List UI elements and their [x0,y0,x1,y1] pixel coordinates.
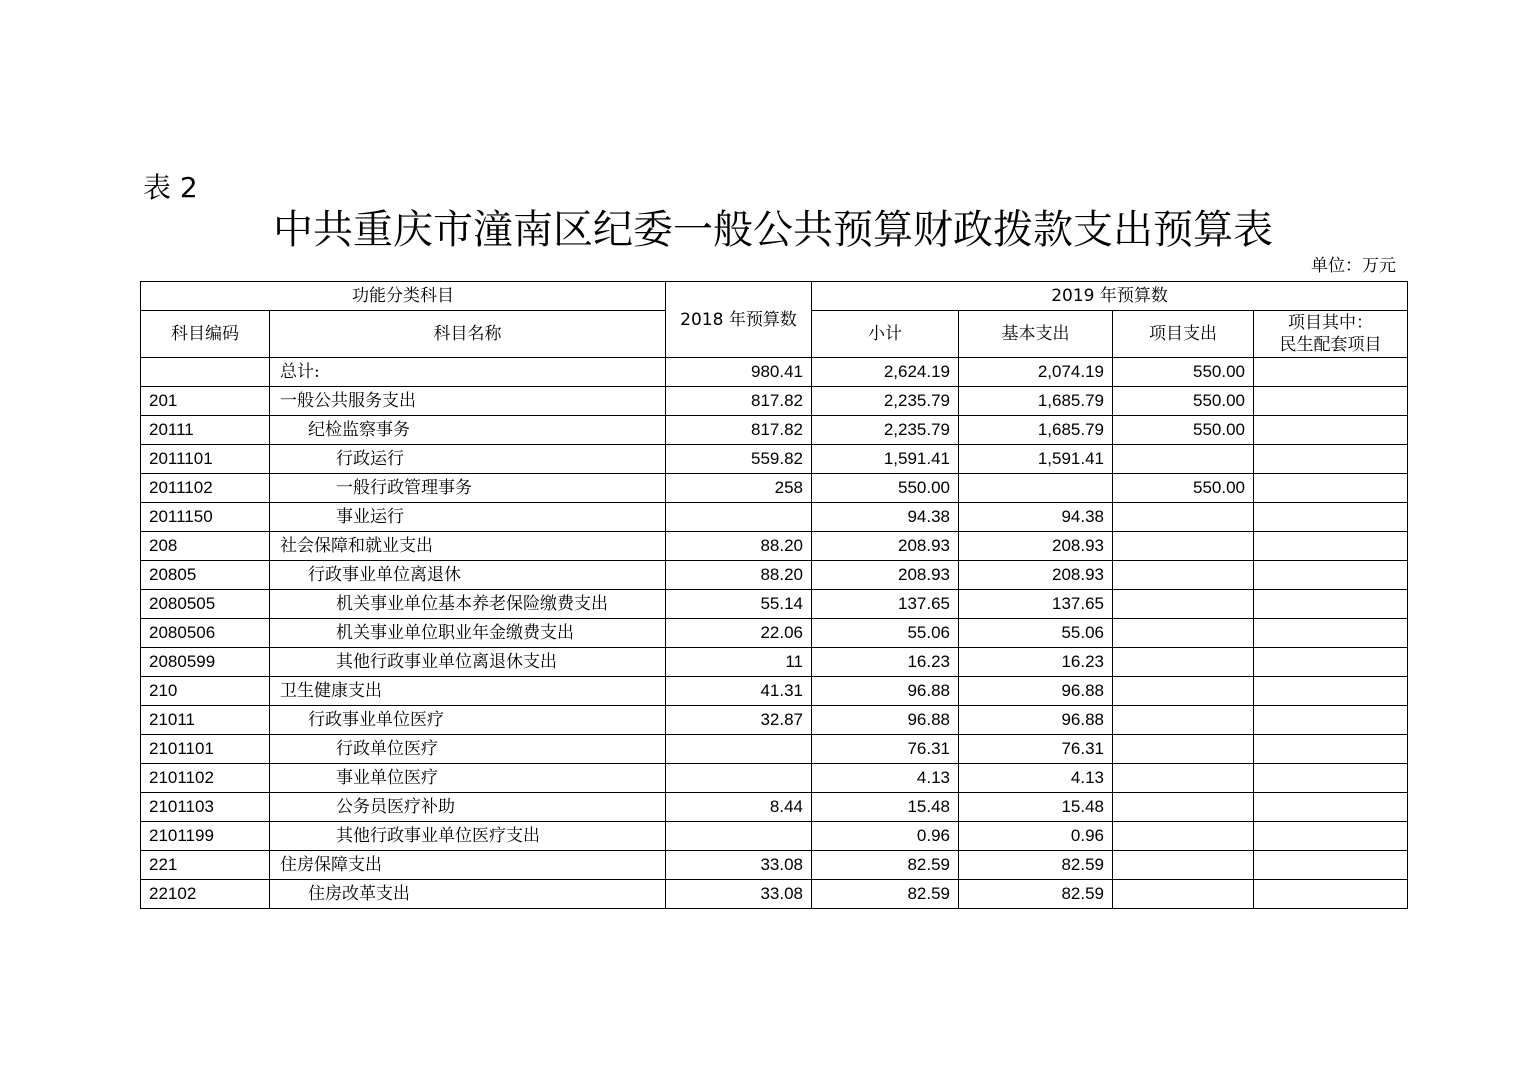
cell-subtotal: 208.93 [812,561,959,590]
cell-subtotal: 550.00 [812,474,959,503]
cell-project [1113,648,1254,677]
cell-subtotal: 55.06 [812,619,959,648]
cell-budget-2018: 980.41 [666,358,812,387]
cell-budget-2018: 33.08 [666,880,812,909]
cell-project [1113,532,1254,561]
cell-subtotal: 0.96 [812,822,959,851]
cell-budget-2018: 22.06 [666,619,812,648]
cell-basic: 94.38 [959,503,1113,532]
cell-name: 卫生健康支出 [270,677,666,706]
cell-project [1113,619,1254,648]
cell-basic: 76.31 [959,735,1113,764]
cell-subtotal: 82.59 [812,880,959,909]
header-project: 项目支出 [1113,311,1254,358]
cell-basic: 96.88 [959,677,1113,706]
cell-code: 2011150 [141,503,270,532]
cell-subtotal: 2,624.19 [812,358,959,387]
cell-project [1113,503,1254,532]
table-row [141,735,1408,764]
cell-budget-2018: 817.82 [666,387,812,416]
cell-code: 2101199 [141,822,270,851]
cell-name: 机关事业单位职业年金缴费支出 [270,619,666,648]
cell-code: 21011 [141,706,270,735]
table-row [141,619,1408,648]
cell-budget-2018: 33.08 [666,851,812,880]
cell-budget-2018: 55.14 [666,590,812,619]
cell-project: 550.00 [1113,474,1254,503]
cell-livelihood [1254,764,1408,793]
cell-livelihood [1254,445,1408,474]
cell-code: 2011101 [141,445,270,474]
table-body [141,358,1408,909]
cell-name: 事业运行 [270,503,666,532]
cell-livelihood [1254,793,1408,822]
header-livelihood-line1: 项目其中： [1288,313,1374,333]
header-code: 科目编码 [141,311,270,358]
cell-code: 201 [141,387,270,416]
cell-basic: 15.48 [959,793,1113,822]
cell-project [1113,445,1254,474]
budget-table [140,281,1408,909]
cell-livelihood [1254,358,1408,387]
table-row [141,880,1408,909]
cell-livelihood [1254,387,1408,416]
cell-name: 住房改革支出 [270,880,666,909]
cell-livelihood [1254,677,1408,706]
cell-project [1113,851,1254,880]
unit-label: 单位：万元 [1311,256,1396,276]
cell-code: 221 [141,851,270,880]
cell-basic: 208.93 [959,532,1113,561]
cell-name: 行政单位医疗 [270,735,666,764]
cell-livelihood [1254,822,1408,851]
cell-basic: 4.13 [959,764,1113,793]
cell-project: 550.00 [1113,358,1254,387]
cell-subtotal: 96.88 [812,677,959,706]
cell-budget-2018 [666,735,812,764]
cell-name: 其他行政事业单位医疗支出 [270,822,666,851]
table-row [141,793,1408,822]
cell-code [141,358,270,387]
cell-livelihood [1254,474,1408,503]
table-row [141,677,1408,706]
cell-name: 机关事业单位基本养老保险缴费支出 [270,590,666,619]
cell-project [1113,793,1254,822]
table-row [141,387,1408,416]
cell-budget-2018: 817.82 [666,416,812,445]
document-title: 中共重庆市潼南区纪委一般公共预算财政拨款支出预算表 [273,207,1273,253]
cell-livelihood [1254,503,1408,532]
cell-basic: 16.23 [959,648,1113,677]
cell-subtotal: 82.59 [812,851,959,880]
cell-project [1113,677,1254,706]
cell-project [1113,764,1254,793]
cell-basic [959,474,1113,503]
header-livelihood [1254,311,1408,358]
cell-project [1113,561,1254,590]
table-row [141,445,1408,474]
cell-basic: 0.96 [959,822,1113,851]
cell-subtotal: 76.31 [812,735,959,764]
cell-code: 2101101 [141,735,270,764]
cell-basic: 82.59 [959,851,1113,880]
cell-subtotal: 208.93 [812,532,959,561]
cell-budget-2018: 559.82 [666,445,812,474]
cell-budget-2018: 88.20 [666,561,812,590]
cell-code: 2080505 [141,590,270,619]
cell-budget-2018: 88.20 [666,532,812,561]
header-func-category: 功能分类科目 [141,282,666,311]
cell-budget-2018 [666,822,812,851]
cell-budget-2018 [666,764,812,793]
cell-name: 一般公共服务支出 [270,387,666,416]
cell-livelihood [1254,619,1408,648]
cell-basic: 2,074.19 [959,358,1113,387]
cell-name: 总计: [270,358,666,387]
cell-name: 一般行政管理事务 [270,474,666,503]
cell-subtotal: 4.13 [812,764,959,793]
cell-name: 事业单位医疗 [270,764,666,793]
cell-budget-2018: 11 [666,648,812,677]
header-subtotal: 小计 [812,311,959,358]
table-row [141,416,1408,445]
cell-project [1113,735,1254,764]
cell-code: 2101103 [141,793,270,822]
cell-budget-2018: 8.44 [666,793,812,822]
cell-livelihood [1254,590,1408,619]
cell-name: 行政事业单位离退休 [270,561,666,590]
cell-budget-2018: 258 [666,474,812,503]
cell-basic: 137.65 [959,590,1113,619]
header-basic: 基本支出 [959,311,1113,358]
cell-subtotal: 16.23 [812,648,959,677]
cell-livelihood [1254,648,1408,677]
cell-basic: 82.59 [959,880,1113,909]
header-row-group [141,282,1408,311]
table-row [141,590,1408,619]
cell-basic: 1,685.79 [959,416,1113,445]
cell-livelihood [1254,851,1408,880]
cell-livelihood [1254,735,1408,764]
cell-code: 208 [141,532,270,561]
cell-name: 行政运行 [270,445,666,474]
cell-basic: 96.88 [959,706,1113,735]
cell-livelihood [1254,532,1408,561]
table-row [141,503,1408,532]
table-row [141,358,1408,387]
header-budget-2019: 2019 年预算数 [812,282,1408,311]
cell-code: 2011102 [141,474,270,503]
table-number-label: 表 2 [143,171,198,204]
cell-basic: 1,685.79 [959,387,1113,416]
cell-subtotal: 2,235.79 [812,387,959,416]
cell-subtotal: 137.65 [812,590,959,619]
header-livelihood-line2: 民生配套项目 [1279,335,1382,355]
cell-livelihood [1254,416,1408,445]
table-row [141,532,1408,561]
cell-subtotal: 15.48 [812,793,959,822]
cell-subtotal: 96.88 [812,706,959,735]
cell-name: 其他行政事业单位离退休支出 [270,648,666,677]
cell-project [1113,822,1254,851]
cell-code: 210 [141,677,270,706]
cell-subtotal: 1,591.41 [812,445,959,474]
cell-code: 20805 [141,561,270,590]
cell-budget-2018 [666,503,812,532]
table-row [141,648,1408,677]
cell-budget-2018: 41.31 [666,677,812,706]
table-row [141,851,1408,880]
cell-project: 550.00 [1113,416,1254,445]
table-row [141,822,1408,851]
table-row [141,474,1408,503]
cell-livelihood [1254,706,1408,735]
cell-project [1113,706,1254,735]
cell-code: 2101102 [141,764,270,793]
table-row [141,561,1408,590]
cell-name: 公务员医疗补助 [270,793,666,822]
cell-basic: 1,591.41 [959,445,1113,474]
cell-name: 纪检监察事务 [270,416,666,445]
cell-name: 行政事业单位医疗 [270,706,666,735]
cell-budget-2018: 32.87 [666,706,812,735]
cell-code: 2080599 [141,648,270,677]
table-row [141,706,1408,735]
cell-livelihood [1254,880,1408,909]
cell-name: 社会保障和就业支出 [270,532,666,561]
header-name: 科目名称 [270,311,666,358]
cell-project [1113,880,1254,909]
cell-project: 550.00 [1113,387,1254,416]
cell-code: 2080506 [141,619,270,648]
header-budget-2018: 2018 年预算数 [666,282,812,358]
cell-code: 22102 [141,880,270,909]
cell-name: 住房保障支出 [270,851,666,880]
table-row [141,764,1408,793]
cell-project [1113,590,1254,619]
cell-basic: 55.06 [959,619,1113,648]
cell-livelihood [1254,561,1408,590]
cell-subtotal: 2,235.79 [812,416,959,445]
cell-subtotal: 94.38 [812,503,959,532]
cell-basic: 208.93 [959,561,1113,590]
cell-code: 20111 [141,416,270,445]
